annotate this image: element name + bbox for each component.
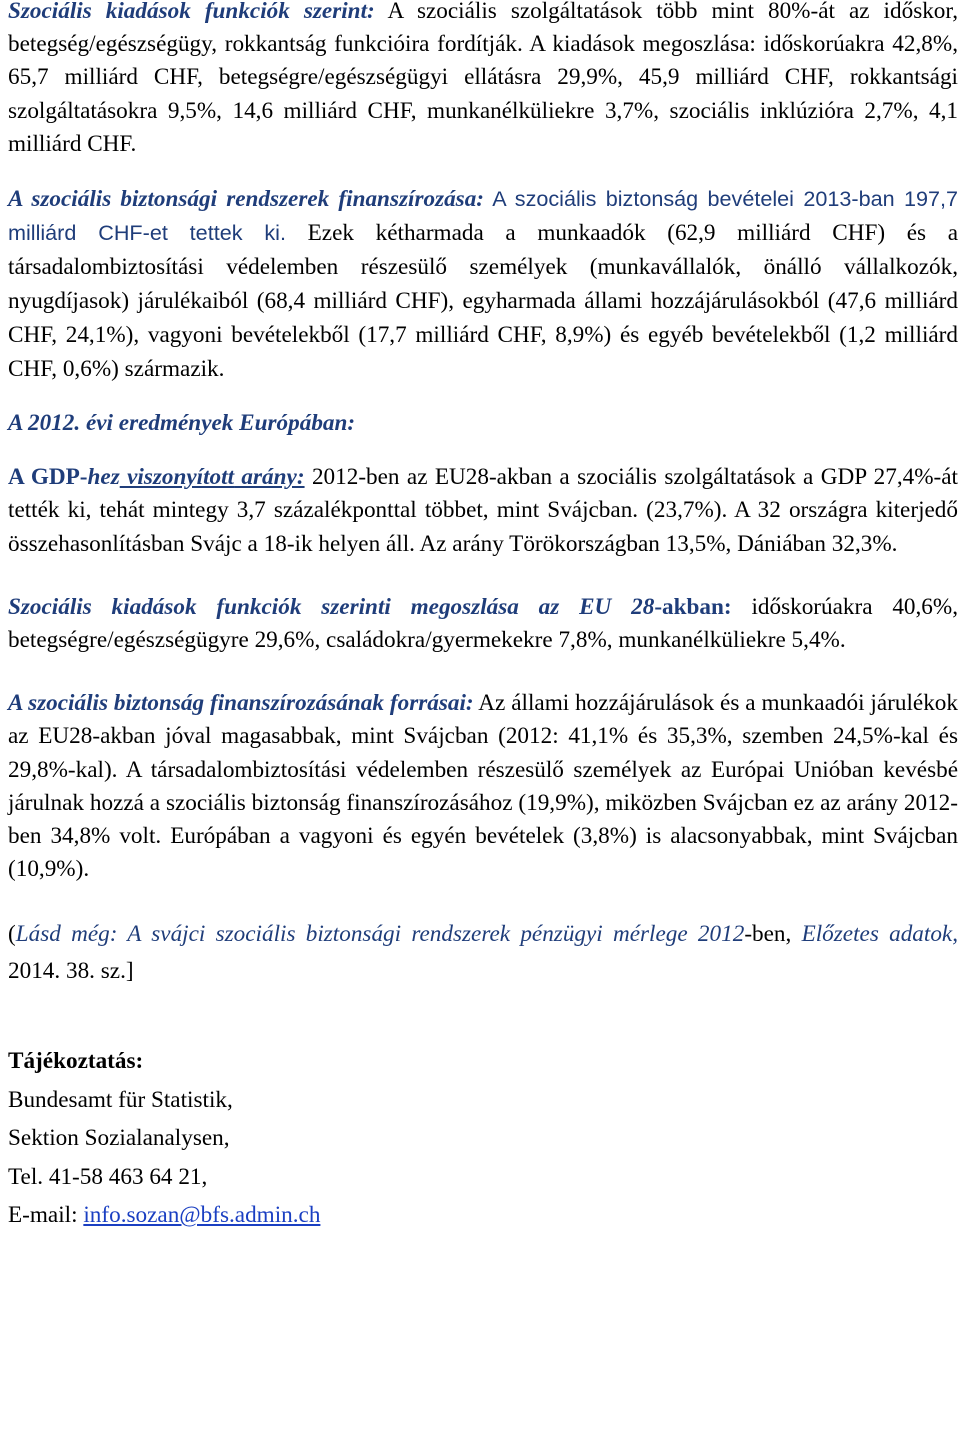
paragraph-text-sans: A szociális biztonság bevételei 2013-ban 197,7 milliárd CHF-et tettek ki. <box>8 186 958 246</box>
paragraph-text: 2012-ben az EU28-akban a szociális szolgáltatások a GDP 27,4%-át tették ki, tehát mintegy 3,7 százalékponttal többet, mint Svájcban. (23,7%). A 32 országra kiterjedő összehasonlításban Svájc a 18-ik helyen áll. Az arány Törökországban 13,5%, Dániában 32,3%. <box>8 464 958 557</box>
heading-part-end: arány: <box>234 464 305 491</box>
paragraph-text: Ezek kétharmada a munkaadók (62,9 milliárd CHF) és a társadalombiztosítási védelemben részesülő személyek (munkavállalók, önálló vállalkozók, nyugdíjasok) járulékaiból (68,4 milliárd CHF), egyharmada állami hozzájárulásokból (47,6 milliárd CHF, 24,1%), vagyoni bevételekből (17,7 milliárd CHF, 8,9%) és egyéb bevételekből (1,2 milliárd CHF, 0,6%) származik. <box>8 220 958 383</box>
paragraph-heading: A szociális biztonság finanszírozásának forrásai: <box>8 690 474 717</box>
paragraph-financing-sources <box>8 687 958 886</box>
reference-open: ( <box>8 921 16 948</box>
reference-title: Lásd még: A svájci szociális biztonsági rendszerek pénzügyi mérlege 2012 <box>15 921 745 948</box>
heading-part-hez: hez <box>87 464 120 491</box>
paragraph-heading: A szociális biztonsági rendszerek finanszírozása: <box>8 186 485 213</box>
paragraph-text: Az állami hozzájárulások és a munkaadói járulékok az EU28-akban jóval magasabbak, mint Svájcban (2012: 41,1% és 35,3%, szemben 24,5%-kal és 29,8%-kal). A társadalombiztosítási védelemben részesülő személyek az Európai Unióban kevésbé járulnak hozzá a szociális biztonság finanszírozásához (19,9%), miközben Svájcban ez az arány 2012-ben 34,8% volt. Európában a vagyoni és egyén bevételek (3,8%) is alacsonyabbak, mint Svájcban (10,9%). <box>8 690 958 883</box>
contact-heading: Tájékoztatás: <box>8 1048 144 1075</box>
email-label: E-mail: <box>8 1202 84 1229</box>
paragraph-eu28-functions <box>8 591 958 657</box>
reference-mid: -ben, <box>744 921 802 948</box>
email-link[interactable]: info.sozan@bfs.admin.ch <box>83 1202 321 1229</box>
paragraph-text: A szociális szolgáltatások több mint 80%-át az időskor, betegség/egészségügy, rokkantság funkcióira fordítják. A kiadások megoszlása: időskorúakra 42,8%, 65,7 milliárd CHF, betegségre/egészségügyi ellátásra 29,9%, 45,9 milliárd CHF, rokkantsági szolgáltatásokra 9,5%, 14,6 milliárd CHF, munkanélküliekre 3,7%, szociális inklúzióra 2,7%, 4,1 milliárd CHF. <box>8 0 958 157</box>
section-heading-europe <box>8 407 958 440</box>
contact-line-office: Bundesamt für Statistik, <box>8 1086 233 1113</box>
paragraph-social-expenditure-functions <box>8 0 958 161</box>
contact-line-phone: Tel. 41-58 463 64 21, <box>8 1163 208 1190</box>
reference-note <box>8 916 958 990</box>
document-page <box>8 0 958 1235</box>
paragraph-heading: Szociális kiadások funkciók szerinti megoszlása az EU 28 <box>8 593 655 620</box>
paragraph-financing <box>8 182 958 386</box>
reference-subtitle: Előzetes adatok, <box>801 921 959 948</box>
heading-part-a: A GDP- <box>8 464 88 491</box>
contact-line-email <box>8 1196 958 1235</box>
paragraph-gdp-ratio <box>8 461 958 561</box>
reference-end: 2014. 38. sz.] <box>8 958 134 985</box>
heading-part-mid: viszonyított <box>119 464 235 491</box>
section-heading: A 2012. évi eredmények Európában: <box>8 410 356 437</box>
contact-block <box>8 1042 958 1235</box>
paragraph-heading-suffix: -akban: <box>654 593 732 620</box>
paragraph-heading: Szociális kiadások funkciók szerint: <box>8 0 375 24</box>
paragraph-text: időskorúakra 40,6%, betegségre/egészségügyre 29,6%, családokra/gyermekekre 7,8%, munkanélküliekre 5,4%. <box>8 593 959 654</box>
contact-line-section: Sektion Sozialanalysen, <box>8 1125 230 1152</box>
